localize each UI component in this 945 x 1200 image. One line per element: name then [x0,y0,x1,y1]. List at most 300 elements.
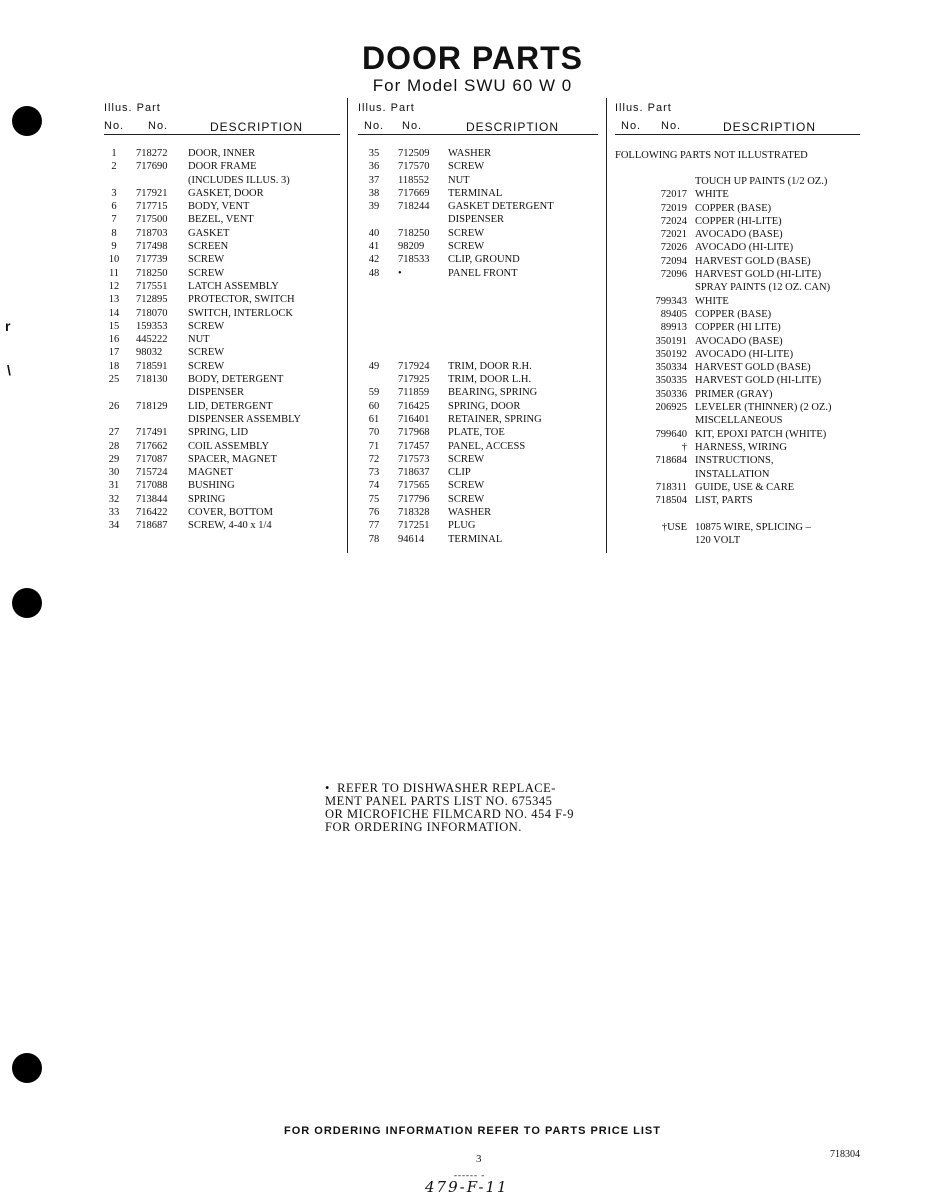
illus-number: 71 [368,440,380,452]
part-row [104,253,340,266]
part-description: BODY, DETERGENT [188,374,284,386]
part-number: 717690 [136,161,168,173]
illus-number: 75 [368,493,380,505]
header-illus-part: Illus. Part [615,102,672,114]
illus-number: 10 [108,254,120,266]
part-row [358,307,598,320]
part-row [358,147,598,160]
illus-number: 25 [108,374,120,386]
illus-number: 70 [368,427,380,439]
column-divider-2 [606,98,607,553]
part-description: HARVEST GOLD (BASE) [695,362,811,374]
part-row [104,466,340,479]
part-row [615,281,860,294]
part-description: SCREW [188,254,225,266]
illus-number: 15 [108,320,120,332]
part-row [104,187,340,200]
part-number: 718129 [136,400,168,412]
part-number: 350192 [655,348,687,360]
refer-note: • REFER TO DISHWASHER REPLACE- MENT PANEL PARTS LIST NO. 675345 OR MICROFICHE FILMCARD NO. 454 F-9 FOR ORDERING INFORMATION. [325,781,574,834]
illus-number: 39 [368,201,380,213]
part-row [358,346,598,359]
margin-mark-1: r [5,318,11,334]
part-description: SCREW [448,480,485,492]
part-number: 350336 [655,388,687,400]
part-description: INSTRUCTIONS, [695,455,774,467]
illus-number: 11 [108,267,120,279]
part-description: INSTALLATION [695,468,770,480]
part-row [615,401,860,414]
part-row [615,414,860,427]
part-row [104,360,340,373]
part-number: 718637 [398,467,430,479]
part-row [615,255,860,268]
part-description: SCREW [448,227,485,239]
part-description: MAGNET [188,467,233,479]
illus-number: 41 [368,241,380,253]
part-number: 717551 [136,280,168,292]
part-number: 350191 [655,335,687,347]
part-number: 717251 [398,520,430,532]
part-row [615,308,860,321]
part-description: DOOR, INNER [188,148,256,159]
part-description: 10875 WIRE, SPLICING – [695,521,811,533]
part-number: 717457 [398,440,430,452]
part-row [358,267,598,280]
part-description: COVER, BOTTOM [188,507,273,519]
part-number: 72096 [660,269,687,281]
parts-column-2 [358,100,598,546]
part-number: 717500 [136,214,168,226]
part-row [358,373,598,386]
part-description: HARNESS, WIRING [695,441,787,453]
part-description: DISPENSER ASSEMBLY [188,413,302,425]
illus-number: 60 [368,400,380,412]
part-number: 716425 [398,400,430,412]
illus-number: 32 [108,493,120,505]
part-description: PRIMER (GRAY) [695,388,773,400]
part-number: 717739 [136,254,168,266]
part-row [104,200,340,213]
part-number: 350335 [655,375,687,387]
part-row [615,441,860,454]
part-description: WASHER [448,507,492,519]
part-number: 350334 [655,362,687,374]
part-row [104,346,340,359]
binder-hole-top [12,106,42,136]
handwritten-note: 479-F-11 [425,1178,509,1196]
part-description: SCREEN [188,241,229,253]
part-number: 717715 [136,201,168,213]
part-row [358,426,598,439]
part-description: SPRING [188,493,226,505]
illus-number: 13 [108,294,120,306]
illus-number: 14 [108,307,120,319]
part-description: CLIP [448,467,471,479]
illus-number: 77 [368,520,380,532]
part-row [358,360,598,373]
part-description: TRIM, DOOR L.H. [448,374,532,386]
part-row [615,534,860,547]
part-row [615,507,860,520]
part-number: 711859 [398,387,430,399]
part-row [358,466,598,479]
part-description: COPPER (BASE) [695,308,772,320]
part-number: 717924 [398,360,430,372]
header-part-no: No. [148,120,169,132]
part-row [358,213,598,226]
part-row [104,440,340,453]
part-description: GASKET, DOOR [188,187,264,199]
part-number: 718244 [398,201,430,213]
part-number: 94614 [398,533,425,545]
part-row [358,240,598,253]
part-row [104,227,340,240]
part-description: PANEL, ACCESS [448,440,526,452]
part-number: 717796 [398,493,430,505]
part-row [358,453,598,466]
part-row [615,454,860,467]
illus-number: 8 [111,227,117,239]
part-number: 716422 [136,507,168,519]
part-row [104,400,340,413]
illus-number: 34 [108,520,120,532]
illus-number: 36 [368,161,380,173]
part-description: BEZEL, VENT [188,214,254,226]
part-number: 89913 [660,322,687,334]
part-description: AVOCADO (BASE) [695,335,783,347]
part-number: 718591 [136,360,168,372]
illus-number: 74 [368,480,380,492]
part-number: 717669 [398,187,430,199]
illus-number: 6 [111,201,117,213]
page-dash-mark: ------ - [454,1170,486,1180]
part-description: SPRING, LID [188,427,249,439]
part-description: GASKET [188,227,230,239]
part-description: 120 VOLT [695,535,741,547]
part-number: 717570 [398,161,430,173]
illus-number: 33 [108,507,120,519]
part-number: 712509 [398,148,430,159]
part-row [615,228,860,241]
part-number: 717925 [398,374,430,386]
part-number: 118552 [398,174,430,186]
part-row [615,215,860,228]
part-description: SCREW [448,241,485,253]
part-description: RETAINER, SPRING [448,413,542,425]
part-description: GUIDE, USE & CARE [695,481,795,493]
part-row [104,174,340,187]
illus-number: 16 [108,334,120,346]
part-row [358,174,598,187]
header-illus-no: No. [104,120,125,132]
part-number: • [398,267,402,279]
part-description: SCREW [448,493,485,505]
part-number: 72094 [660,255,687,267]
part-row [358,320,598,333]
part-number: 715724 [136,467,168,479]
part-row [358,519,598,532]
part-number: 72019 [660,202,687,214]
part-row [104,160,340,173]
part-description: HARVEST GOLD (HI-LITE) [695,269,822,281]
part-description: BUSHING [188,480,235,492]
part-number: 717662 [136,440,168,452]
header-illus-part: Illus. Part [104,102,161,114]
part-description: PANEL FRONT [448,267,518,279]
part-description: TRIM, DOOR R.H. [448,360,532,372]
part-row [615,374,860,387]
part-number: 445222 [136,334,168,346]
part-row [104,386,340,399]
part-number: 718504 [655,495,687,507]
column-header [358,100,598,135]
parts-column-3 [615,100,860,547]
illus-number: 73 [368,467,380,479]
binder-hole-middle [12,588,42,618]
part-row [615,494,860,507]
illus-number: 48 [368,267,380,279]
parts-rows [615,149,860,547]
part-row [615,468,860,481]
part-row [615,175,860,188]
part-number: 717088 [136,480,168,492]
part-description: WHITE [695,189,729,201]
part-description: GASKET DETERGENT [448,201,554,213]
part-row [615,295,860,308]
part-row [104,307,340,320]
part-number: 72024 [660,215,687,227]
not-illustrated-note: FOLLOWING PARTS NOT ILLUSTRATED [615,150,808,161]
part-number: 718250 [398,227,430,239]
part-row [104,453,340,466]
part-row [358,386,598,399]
header-illus-no: No. [364,120,385,132]
part-description: COPPER (HI LITE) [695,322,781,334]
illus-number: 18 [108,360,120,372]
illus-number: 9 [111,241,117,253]
part-number: 799640 [655,428,687,440]
part-number: 716401 [398,413,430,425]
part-row [615,348,860,361]
illus-number: 12 [108,280,120,292]
part-row [358,400,598,413]
part-row [358,293,598,306]
binder-hole-bottom [12,1053,42,1083]
part-description: TOUCH UP PAINTS (1/2 OZ.) [695,176,828,187]
illus-number: 3 [111,187,117,199]
margin-mark-2: \ [7,362,11,378]
part-number: 206925 [655,402,687,414]
part-row [104,320,340,333]
part-number: 718533 [398,254,430,266]
part-description: BODY, VENT [188,201,250,213]
part-row [358,440,598,453]
part-row [615,388,860,401]
part-number: 717491 [136,427,168,439]
illus-number: 37 [368,174,380,186]
illus-number: 30 [108,467,120,479]
part-description: DISPENSER [448,214,505,226]
part-row [615,241,860,254]
parts-rows [104,147,340,533]
part-description: LID, DETERGENT [188,400,273,412]
part-row [615,361,860,374]
illus-number: 49 [368,360,380,372]
part-number: 713844 [136,493,168,505]
part-number: 718687 [136,520,168,532]
parts-column-1 [104,100,340,533]
part-row [615,521,860,534]
part-row [615,335,860,348]
part-description: LATCH ASSEMBLY [188,280,279,292]
part-description: DOOR FRAME [188,161,257,173]
column-header [615,100,860,135]
part-description: (INCLUDES ILLUS. 3) [188,174,290,186]
part-row [104,426,340,439]
illus-number: 27 [108,427,120,439]
part-number: 72017 [660,189,687,201]
part-description: TERMINAL [448,533,503,545]
part-row [104,413,340,426]
part-row [615,481,860,494]
illus-number: 61 [368,413,380,425]
illus-number: 78 [368,533,380,545]
part-row [104,280,340,293]
part-description: NUT [448,174,470,186]
part-description: SCREW [188,320,225,332]
part-row [358,227,598,240]
part-description: NUT [188,334,210,346]
part-description: COPPER (BASE) [695,202,772,214]
illus-number: 2 [111,161,117,173]
part-row [104,506,340,519]
part-description: LEVELER (THINNER) (2 OZ.) [695,402,832,414]
part-number: 718703 [136,227,168,239]
illus-number: 29 [108,453,120,465]
part-description: WHITE [695,295,729,307]
part-row [358,479,598,492]
part-description: HARVEST GOLD (BASE) [695,255,811,267]
part-description: SPRING, DOOR [448,400,521,412]
part-description: TERMINAL [448,187,503,199]
part-description: LIST, PARTS [695,495,753,507]
part-number: 718328 [398,507,430,519]
part-description: AVOCADO (BASE) [695,229,783,241]
part-number: 718311 [655,481,687,493]
ordering-footer: FOR ORDERING INFORMATION REFER TO PARTS PRICE LIST [284,1125,661,1137]
part-description: BEARING, SPRING [448,387,538,399]
part-number: 718272 [136,148,168,159]
part-row [104,213,340,226]
part-number: 718070 [136,307,168,319]
part-description: PLATE, TOE [448,427,505,439]
part-number: 159353 [136,320,168,332]
page-title: DOOR PARTS [362,40,583,76]
part-description: SCREW [188,360,225,372]
part-row [615,321,860,334]
illus-number: 17 [108,347,120,359]
illus-number: 40 [368,227,380,239]
part-number: 717968 [398,427,430,439]
illus-number: 28 [108,440,120,452]
part-row [104,479,340,492]
part-number: 717087 [136,453,168,465]
part-number: 718684 [655,455,687,467]
part-row [358,413,598,426]
part-description: COPPER (HI-LITE) [695,215,782,227]
part-number: 72026 [660,242,687,254]
header-part-no: No. [402,120,423,132]
illus-number: 31 [108,480,120,492]
illus-number: 76 [368,507,380,519]
header-description: DESCRIPTION [210,120,304,134]
part-row [104,519,340,532]
part-row [358,160,598,173]
part-row [615,428,860,441]
header-description: DESCRIPTION [723,120,817,134]
part-description: SPACER, MAGNET [188,453,277,465]
illus-number: 59 [368,387,380,399]
part-row [358,253,598,266]
part-description: SPRAY PAINTS (12 OZ. CAN) [695,282,831,294]
part-row [358,493,598,506]
part-number: 712895 [136,294,168,306]
part-description: KIT, EPOXI PATCH (WHITE) [695,428,827,440]
part-number: 72021 [660,229,687,241]
header-part-no: No. [661,120,682,132]
part-row [358,187,598,200]
part-description: CLIP, GROUND [448,254,520,266]
part-number: 718250 [136,267,168,279]
part-description: AVOCADO (HI-LITE) [695,242,794,254]
part-number: 98209 [398,241,425,253]
part-description: MISCELLANEOUS [695,415,783,427]
part-row [615,268,860,281]
illus-number: 72 [368,453,380,465]
part-description: SCREW [448,161,485,173]
parts-rows [358,147,598,546]
part-description: SCREW [188,267,225,279]
part-description: HARVEST GOLD (HI-LITE) [695,375,822,387]
column-header [104,100,340,135]
document-number: 718304 [830,1149,860,1160]
part-row [104,267,340,280]
part-description: SWITCH, INTERLOCK [188,307,293,319]
illus-number: 26 [108,400,120,412]
part-description: PLUG [448,520,476,532]
part-description: AVOCADO (HI-LITE) [695,348,794,360]
part-number: 98032 [136,347,163,359]
header-illus-part: Illus. Part [358,102,415,114]
illus-number: 7 [111,214,117,226]
part-row [615,188,860,201]
part-description: WASHER [448,148,492,159]
illus-number: 35 [368,148,380,159]
part-row [104,240,340,253]
part-description: SCREW [448,453,485,465]
part-number: 717498 [136,241,168,253]
part-number: 717565 [398,480,430,492]
part-number: 799343 [655,295,687,307]
header-illus-no: No. [621,120,642,132]
part-description: DISPENSER [188,387,245,399]
part-number: †USE [661,521,687,533]
part-number: 89405 [660,308,687,320]
part-description: PROTECTOR, SWITCH [188,294,295,306]
illus-number: 1 [111,148,117,159]
part-number: 717573 [398,453,430,465]
